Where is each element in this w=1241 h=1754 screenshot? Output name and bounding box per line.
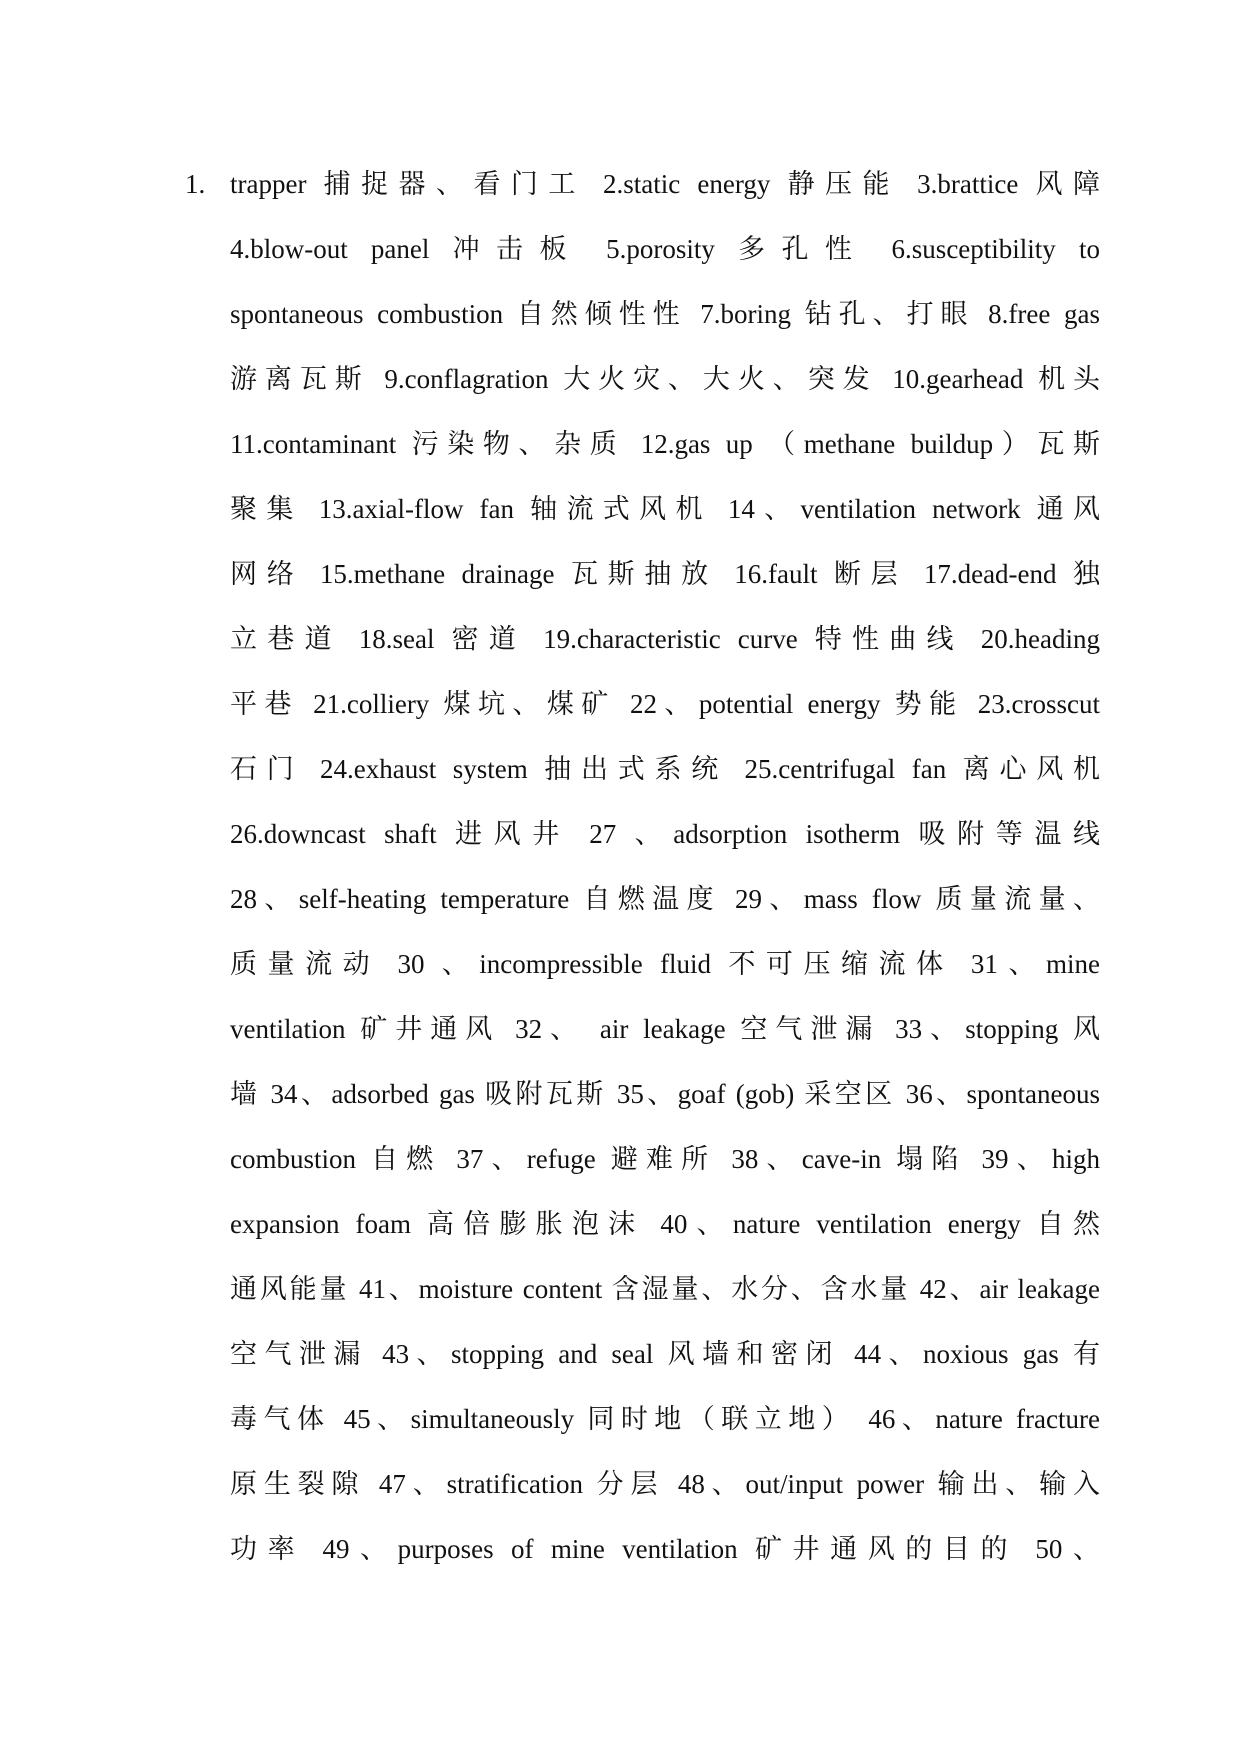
text-line: 质量流动 30 、incompressible fluid 不可压缩流体 31、mine	[230, 949, 1100, 979]
text-line: 26.downcast shaft 进风井 27 、adsorption isotherm 吸附等温线	[230, 819, 1100, 849]
text-line: trapper 捕捉器、看门工 2.static energy 静压能 3.brattice 风障	[230, 169, 1100, 199]
text-line: 网络 15.methane drainage 瓦斯抽放 16.fault 断层 17.dead-end 独	[230, 559, 1100, 589]
text-line: 石门 24.exhaust system 抽出式系统 25.centrifugal fan 离心风机	[230, 754, 1100, 784]
text-line: 毒气体 45、simultaneously 同时地（联立地） 46、nature fracture	[230, 1404, 1100, 1434]
text-line: 立巷道 18.seal 密道 19.characteristic curve 特性曲线 20.heading	[230, 624, 1100, 654]
text-line: 聚集 13.axial-flow fan 轴流式风机 14、ventilation network 通风	[230, 494, 1100, 524]
text-line: expansion foam 高倍膨胀泡沫 40、nature ventilation energy 自然	[230, 1209, 1100, 1239]
text-line: 4.blow-out panel 冲击板 5.porosity 多孔性 6.susceptibility to	[230, 234, 1100, 264]
text-line: ventilation 矿井通风 32、 air leakage 空气泄漏 33、stopping 风	[230, 1014, 1100, 1044]
list-item-number: 1.	[185, 169, 206, 199]
text-line: combustion 自燃 37、refuge 避难所 38、cave-in 塌陷 39、high	[230, 1144, 1100, 1174]
text-line: 原生裂隙 47、stratification 分层 48、out/input power 输出、输入	[230, 1469, 1100, 1499]
text-line: 28、self-heating temperature 自燃温度 29、mass flow 质量流量、	[230, 884, 1100, 914]
text-line: 游离瓦斯 9.conflagration 大火灾、大火、突发 10.gearhead 机头	[230, 364, 1100, 394]
text-line: 通风能量 41、moisture content 含湿量、水分、含水量 42、air leakage	[230, 1274, 1100, 1304]
text-line: spontaneous combustion 自然倾性性 7.boring 钻孔、打眼 8.free gas	[230, 299, 1100, 329]
glossary-text-block	[230, 166, 1100, 1596]
text-line: 平巷 21.colliery 煤坑、煤矿 22、potential energy 势能 23.crosscut	[230, 689, 1100, 719]
text-line: 墙 34、adsorbed gas 吸附瓦斯 35、goaf (gob) 采空区 36、spontaneous	[230, 1079, 1100, 1109]
text-line: 11.contaminant 污染物、杂质 12.gas up （methane buildup）瓦斯	[230, 429, 1100, 459]
text-line: 功率 49、purposes of mine ventilation 矿井通风的目的 50、	[230, 1534, 1100, 1564]
text-line: 空气泄漏 43、stopping and seal 风墙和密闭 44、noxious gas 有	[230, 1339, 1100, 1369]
